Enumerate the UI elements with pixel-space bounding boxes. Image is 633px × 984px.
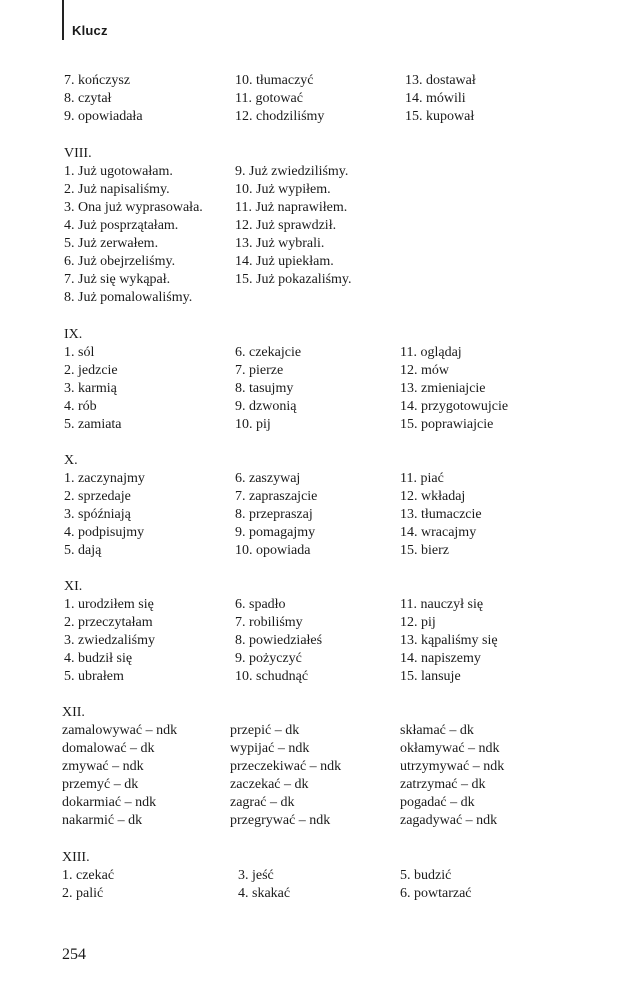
answer-item: 3. Ona już wyprasowała. <box>64 200 203 215</box>
answer-item: 14. mówili <box>405 91 466 106</box>
answer-item: 14. przygotowujcie <box>400 399 509 414</box>
answer-item: 13. kąpaliśmy się <box>400 633 498 648</box>
answer-item: 8. powiedziałeś <box>235 633 323 648</box>
answer-item: 4. skakać <box>238 886 291 901</box>
answer-item: 13. dostawał <box>405 73 476 88</box>
answer-item: 12. mów <box>400 363 449 378</box>
answer-item: 12. pij <box>400 615 436 630</box>
answer-item: 9. opowiadała <box>64 109 143 124</box>
answer-item: 11. piać <box>400 471 444 486</box>
s9-col-3 <box>400 344 508 434</box>
answer-item: 9. dzwonią <box>235 399 297 414</box>
answer-item: 13. tłumaczcie <box>400 507 482 522</box>
header-rule <box>62 0 64 40</box>
s9-col-2 <box>235 344 301 434</box>
answer-item: 4. Już posprzątałam. <box>64 218 179 233</box>
answer-item: 11. gotować <box>235 91 303 106</box>
answer-item: przemyć – dk <box>62 777 139 792</box>
answer-item: przepić – dk <box>230 723 300 738</box>
answer-item: 5. Już zerwałem. <box>64 236 159 251</box>
answer-item: 7. pierze <box>235 363 284 378</box>
answer-item: 2. Już napisaliśmy. <box>64 182 170 197</box>
answer-item: 13. zmieniajcie <box>400 381 486 396</box>
section-heading-xii: XII. <box>62 705 85 720</box>
answer-item: nakarmić – dk <box>62 813 143 828</box>
answer-item: okłamywać – ndk <box>400 741 500 756</box>
answer-item: 3. zwiedzaliśmy <box>64 633 155 648</box>
answer-item: dokarmiać – ndk <box>62 795 157 810</box>
answer-item: utrzymywać – ndk <box>400 759 505 774</box>
answer-item: zamalowywać – ndk <box>62 723 178 738</box>
answer-item: 3. karmią <box>64 381 117 396</box>
answer-item: 11. Już naprawiłem. <box>235 200 348 215</box>
s12-col-2 <box>230 722 341 830</box>
answer-item: zaczekać – dk <box>230 777 309 792</box>
top-col-3 <box>405 72 476 126</box>
answer-item: 7. zapraszajcie <box>235 489 318 504</box>
answer-item: 13. Już wybrali. <box>235 236 325 251</box>
answer-item: 15. lansuje <box>400 669 461 684</box>
answer-item: wypijać – ndk <box>230 741 310 756</box>
answer-item: 12. Już sprawdził. <box>235 218 337 233</box>
answer-item: 2. jedzcie <box>64 363 118 378</box>
answer-item: 4. rób <box>64 399 97 414</box>
s8-col-1 <box>64 163 203 307</box>
section-heading-x: X. <box>64 453 78 468</box>
answer-item: 8. Już pomalowaliśmy. <box>64 290 193 305</box>
answer-item: 5. zamiata <box>64 417 122 432</box>
s11-col-1 <box>64 596 155 686</box>
answer-item: 2. sprzedaje <box>64 489 131 504</box>
top-col-2 <box>235 72 324 126</box>
answer-item: 10. pij <box>235 417 271 432</box>
answer-item: 10. Już wypiłem. <box>235 182 331 197</box>
s12-col-3 <box>400 722 504 830</box>
answer-item: 3. jeść <box>238 868 274 883</box>
s13-col-1 <box>62 867 114 903</box>
answer-item: domalować – dk <box>62 741 155 756</box>
answer-item: 6. czekajcie <box>235 345 302 360</box>
answer-item: zagadywać – ndk <box>400 813 498 828</box>
answer-item: 4. podpisujmy <box>64 525 145 540</box>
answer-item: 10. tłumaczyć <box>235 73 314 88</box>
answer-item: 8. tasujmy <box>235 381 294 396</box>
answer-item: zatrzymać – dk <box>400 777 486 792</box>
answer-item: zmywać – ndk <box>62 759 144 774</box>
answer-item: 4. budził się <box>64 651 133 666</box>
answer-item: 1. Już ugotowałam. <box>64 164 173 179</box>
answer-item: zagrać – dk <box>230 795 295 810</box>
s13-col-3 <box>400 867 472 903</box>
section-heading-xi: XI. <box>64 579 83 594</box>
answer-item: 1. sól <box>64 345 95 360</box>
answer-item: 15. Już pokazaliśmy. <box>235 272 352 287</box>
answer-item: 14. Już upiekłam. <box>235 254 334 269</box>
answer-item: 6. powtarzać <box>400 886 472 901</box>
answer-item: 8. przepraszaj <box>235 507 313 522</box>
section-heading-ix: IX. <box>64 327 83 342</box>
top-col-1 <box>64 72 143 126</box>
answer-item: 9. Już zwiedziliśmy. <box>235 164 349 179</box>
answer-item: 12. chodziliśmy <box>235 109 325 124</box>
s8-col-2 <box>235 163 352 289</box>
s10-col-2 <box>235 470 317 560</box>
s10-col-1 <box>64 470 145 560</box>
answer-item: 14. wracajmy <box>400 525 477 540</box>
answer-item: przegrywać – ndk <box>230 813 331 828</box>
answer-item: 8. czytał <box>64 91 112 106</box>
s10-col-3 <box>400 470 482 560</box>
answer-item: 1. zaczynajmy <box>64 471 145 486</box>
s12-col-1 <box>62 722 177 830</box>
answer-item: 11. oglądaj <box>400 345 462 360</box>
answer-item: 14. napiszemy <box>400 651 481 666</box>
s9-col-1 <box>64 344 122 434</box>
answer-item: 3. spóźniają <box>64 507 131 522</box>
answer-item: 5. ubrałem <box>64 669 124 684</box>
answer-item: 15. bierz <box>400 543 449 558</box>
answer-item: skłamać – dk <box>400 723 474 738</box>
answer-item: 5. dają <box>64 543 102 558</box>
answer-item: 7. kończysz <box>64 73 131 88</box>
answer-item: 15. poprawiajcie <box>400 417 494 432</box>
answer-item: przeczekiwać – ndk <box>230 759 342 774</box>
answer-item: 2. palić <box>62 886 104 901</box>
answer-item: pogadać – dk <box>400 795 475 810</box>
answer-item: 12. wkładaj <box>400 489 466 504</box>
answer-item: 6. Już obejrzeliśmy. <box>64 254 176 269</box>
answer-item: 10. schudnąć <box>235 669 309 684</box>
answer-item: 7. robiliśmy <box>235 615 303 630</box>
section-heading-viii: VIII. <box>64 146 92 161</box>
s13-col-2 <box>238 867 290 903</box>
answer-item: 15. kupował <box>405 109 475 124</box>
s11-col-2 <box>235 596 322 686</box>
answer-item: 6. zaszywaj <box>235 471 301 486</box>
answer-item: 10. opowiada <box>235 543 311 558</box>
section-heading-xiii: XIII. <box>62 850 90 865</box>
s11-col-3 <box>400 596 498 686</box>
answer-item: 9. pomagajmy <box>235 525 316 540</box>
answer-item: 5. budzić <box>400 868 452 883</box>
page-number: 254 <box>62 946 86 963</box>
answer-item: 1. urodziłem się <box>64 597 154 612</box>
answer-item: 1. czekać <box>62 868 115 883</box>
answer-item: 11. nauczył się <box>400 597 484 612</box>
answer-item: 2. przeczytałam <box>64 615 153 630</box>
answer-item: 6. spadło <box>235 597 286 612</box>
answer-item: 9. pożyczyć <box>235 651 302 666</box>
page-header-title: Klucz <box>72 23 108 38</box>
answer-item: 7. Już się wykąpał. <box>64 272 171 287</box>
